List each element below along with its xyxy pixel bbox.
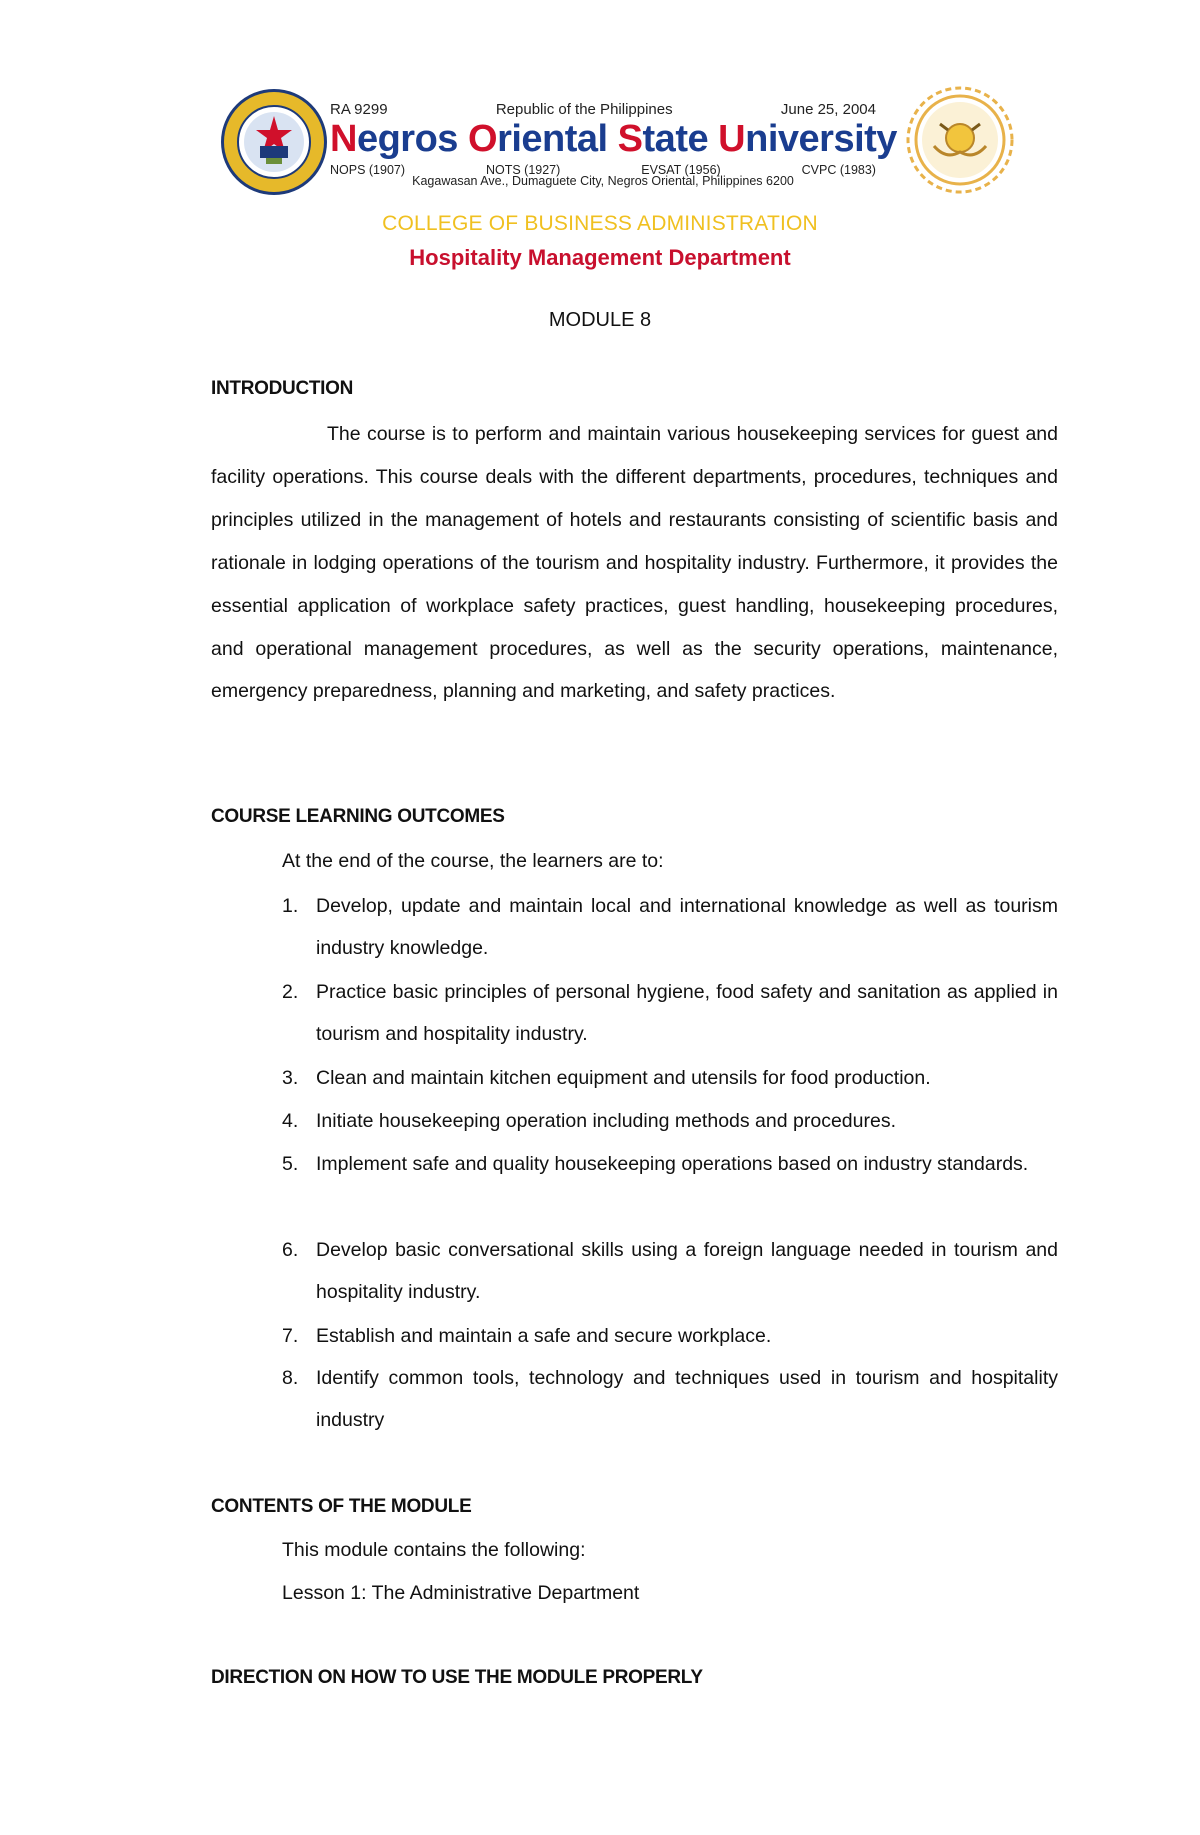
lesson-item: Lesson 1: The Administrative Department [282, 1582, 640, 1604]
ra-number: RA 9299 [330, 101, 388, 118]
university-address: Kagawasan Ave., Dumaguete City, Negros Oriental, Philippines 6200 [412, 174, 794, 188]
introduction-text: The course is to perform and maintain various housekeeping services for guest and facility operations. This course deals with the different departments, procedures, techniques and principles utilized in the management of hotels and restaurants consisting of scientific basis and rationale in lodging operations of the tourism and hospitality industry. Furthermore, it provides the essential application of workplace safety practices, guest handling, housekeeping procedures, and operational management procedures, as well as the security operations, maintenance, emergency preparedness, planning and marketing, and safety practices. [211, 423, 1058, 703]
university-name-initial: U [718, 118, 746, 160]
list-number: 5. [282, 1153, 299, 1175]
list-number: 7. [282, 1325, 299, 1347]
list-text: Implement safe and quality housekeeping operations based on industry standards. [316, 1153, 1029, 1175]
history-item: EVSAT (1956) [641, 163, 721, 177]
direction-heading: DIRECTION ON HOW TO USE THE MODULE PROPERLY [211, 1667, 703, 1688]
list-number: 2. [282, 981, 299, 1003]
list-item [282, 1100, 1058, 1142]
university-seal-logo [220, 88, 328, 196]
list-number: 6. [282, 1239, 299, 1261]
list-item [282, 885, 1058, 970]
college-seal-logo [900, 80, 1020, 200]
letterhead-top-line [330, 101, 876, 118]
department-name: Hospitality Management Department [409, 245, 791, 270]
list-number: 8. [282, 1367, 299, 1389]
university-name [330, 118, 897, 161]
university-name-part: tate [642, 118, 719, 160]
introduction-heading: INTRODUCTION [211, 378, 354, 399]
list-item [282, 971, 1058, 1056]
introduction-paragraph [211, 413, 1058, 713]
list-text: Clean and maintain kitchen equipment and utensils for food production. [316, 1067, 931, 1089]
contents-intro: This module contains the following: [282, 1539, 586, 1561]
list-text: Initiate housekeeping operation including methods and procedures. [316, 1110, 896, 1132]
list-text: Develop, update and maintain local and international knowledge as well as tourism industry knowledge. [316, 895, 1058, 960]
university-name-part: egros [356, 118, 468, 160]
republic-text: Republic of the Philippines [495, 101, 673, 118]
contents-heading: CONTENTS OF THE MODULE [211, 1496, 472, 1517]
list-item [282, 1057, 1058, 1099]
module-title: MODULE 8 [548, 309, 652, 331]
list-number: 4. [282, 1110, 299, 1132]
list-number: 3. [282, 1067, 299, 1089]
history-item: CVPC (1983) [801, 163, 876, 177]
list-text: Establish and maintain a safe and secure workplace. [316, 1325, 772, 1347]
university-name-part: niversity [745, 118, 897, 160]
list-number: 1. [282, 895, 299, 917]
outcomes-intro: At the end of the course, the learners are to: [282, 850, 664, 872]
university-name-part: riental [497, 118, 618, 160]
history-item: NOPS (1907) [330, 163, 406, 177]
list-item [282, 1315, 1058, 1357]
list-text: Develop basic conversational skills using a foreign language needed in tourism and hospitality industry. [316, 1239, 1058, 1304]
university-name-initial: O [468, 118, 498, 160]
list-item [282, 1229, 1058, 1314]
college-name: COLLEGE OF BUSINESS ADMINISTRATION [382, 212, 818, 235]
list-item [282, 1143, 1058, 1185]
university-name-initial: N [330, 118, 357, 160]
list-text: Identify common tools, technology and techniques used in tourism and hospitality industry [316, 1367, 1058, 1432]
history-item: NOTS (1927) [485, 163, 561, 177]
outcomes-heading: COURSE LEARNING OUTCOMES [211, 806, 505, 827]
list-item [282, 1357, 1058, 1442]
list-text: Practice basic principles of personal hygiene, food safety and sanitation as applied in tourism and hospitality industry. [316, 981, 1058, 1046]
charter-date: June 25, 2004 [780, 101, 876, 118]
university-name-initial: S [617, 118, 643, 160]
